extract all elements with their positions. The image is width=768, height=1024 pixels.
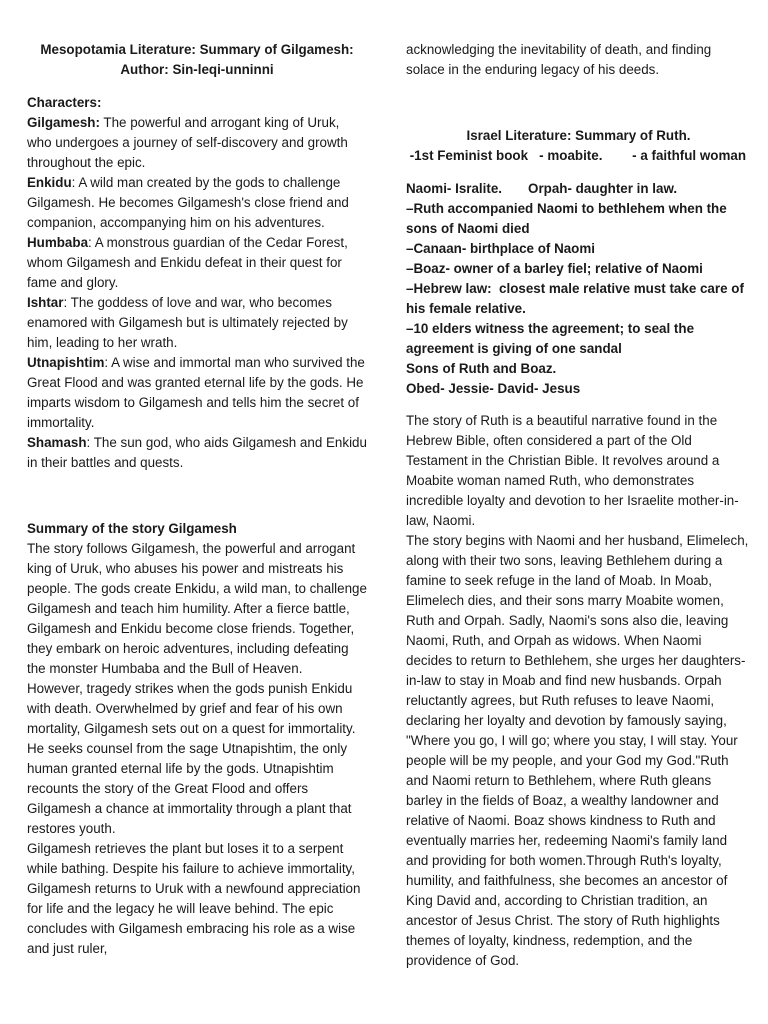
character-entry bbox=[27, 293, 367, 353]
summary-paragraph: The story follows Gilgamesh, the powerful and arrogant king of Uruk, who abuses his power and mistreats his people. The gods create Enkidu, a wild man, to challenge Gilgamesh and teach him humility. After a fierce battle, Gilgamesh and Enkidu become close friends. Together, they embark on heroic adventures, including defeating the monster Humbaba and the Bull of Heaven. bbox=[27, 541, 367, 676]
character-entry bbox=[27, 433, 367, 473]
ruth-story-paragraph: The story of Ruth is a beautiful narrative found in the Hebrew Bible, often considered a part of the Old Testament in the Christian Bible. It revolves around a Moabite woman named Ruth, who demonstrates incredible loyalty and devotion to her Israelite mother-in-law, Naomi. bbox=[406, 413, 739, 528]
character-desc: : The goddess of love and war, who becomes enamored with Gilgamesh but is ultimately rejected by him, leading to her wrath. bbox=[27, 295, 348, 350]
character-entry bbox=[27, 353, 367, 433]
character-name: Ishtar bbox=[27, 295, 64, 310]
summary-body bbox=[27, 539, 367, 959]
ruth-story-paragraph: The story begins with Naomi and her husband, Elimelech, along with their two sons, leaving Bethlehem during a famine to seek refuge in the land of Moab. In Moab, Elimelech dies, and their sons marry Moabite women, Ruth and Orpah. Sadly, Naomi's sons also die, leaving Naomi, Ruth, and Orpah as widows. When Naomi decides to return to Bethlehem, she urges her daughters-in-law to stay in Moab and find new husbands. Orpah reluctantly agrees, but Ruth refuses to leave Naomi, declaring her loyalty and devotion by famously saying, "Where you go, I will go; where you stay, I will stay. Your people will be my people, and your God my God."Ruth and Naomi return to Bethlehem, where Ruth gleans barley in the fields of Boaz, a wealthy landowner and relative of Naomi. Boaz shows kindness to Ruth and eventually marries her, redeeming Naomi's family land and providing for both women.Through Ruth's loyalty, humility, and faithfulness, she becomes an ancestor of King David and, according to Christian tradition, an ancestor of Jesus Christ. The story of Ruth highlights themes of loyalty, kindness, redemption, and the providence of God. bbox=[406, 533, 749, 968]
character-desc: The powerful and arrogant king of Uruk, who undergoes a journey of self-discovery and growth throughout the epic. bbox=[27, 115, 348, 170]
summary-paragraph: However, tragedy strikes when the gods punish Enkidu with death. Overwhelmed by grief and fear of his own mortality, Gilgamesh sets out on a quest for immortality. He seeks counsel from the sage Utnapishtim, the only human granted eternal life by the gods. Utnapishtim recounts the story of the Great Flood and offers Gilgamesh a chance at immortality through a plant that restores youth. bbox=[27, 681, 356, 836]
ruth-note: –10 elders witness the agreement; to seal the agreement is giving of one sandal bbox=[406, 321, 698, 356]
character-name: Enkidu bbox=[27, 175, 72, 190]
character-entry bbox=[27, 173, 367, 233]
character-name: Gilgamesh: bbox=[27, 115, 100, 130]
summary-continuation: acknowledging the inevitability of death, and finding solace in the enduring legacy of his deeds. bbox=[406, 42, 712, 77]
ruth-note: Naomi- Isralite. Orpah- daughter in law. bbox=[406, 181, 678, 196]
ruth-note: –Boaz- owner of a barley fiel; relative of Naomi bbox=[406, 261, 703, 276]
character-name: Shamash bbox=[27, 435, 87, 450]
ruth-title: Israel Literature: Summary of Ruth. bbox=[466, 128, 691, 143]
ruth-story bbox=[406, 411, 751, 971]
character-name: Humbaba bbox=[27, 235, 89, 250]
ruth-tags: -1st Feminist book - moabite. - a faithful woman bbox=[406, 148, 747, 163]
characters-heading: Characters: bbox=[27, 95, 102, 110]
character-name: Utnapishtim bbox=[27, 355, 105, 370]
ruth-note: –Canaan- birthplace of Naomi bbox=[406, 241, 595, 256]
title-line-1: Mesopotamia Literature: Summary of Gilgamesh: bbox=[40, 42, 354, 57]
ruth-note: Sons of Ruth and Boaz. bbox=[406, 361, 557, 376]
title-line-2: Author: Sin-leqi-unninni bbox=[120, 62, 274, 77]
summary-paragraph: Gilgamesh retrieves the plant but loses it to a serpent while bathing. Despite his failure to achieve immortality, Gilgamesh returns to Uruk with a newfound appreciation for life and the legacy he will leave behind. The epic concludes with Gilgamesh embracing his role as a wise and just ruler, bbox=[27, 841, 361, 956]
summary-heading: Summary of the story Gilgamesh bbox=[27, 521, 237, 536]
character-entry bbox=[27, 233, 367, 293]
character-desc: : A monstrous guardian of the Cedar Forest, whom Gilgamesh and Enkidu defeat in their quest for fame and glory. bbox=[27, 235, 348, 290]
gilgamesh-title bbox=[27, 40, 367, 80]
ruth-notes bbox=[406, 179, 751, 399]
ruth-note: Obed- Jessie- David- Jesus bbox=[406, 381, 581, 396]
character-desc: : The sun god, who aids Gilgamesh and Enkidu in their battles and quests. bbox=[27, 435, 367, 470]
characters-list bbox=[27, 113, 367, 473]
character-desc: : A wild man created by the gods to challenge Gilgamesh. He becomes Gilgamesh's close friend and companion, accompanying him on his adventures. bbox=[27, 175, 349, 230]
character-desc: : A wise and immortal man who survived the Great Flood and was granted eternal life by the gods. He imparts wisdom to Gilgamesh and tells him the secret of immortality. bbox=[27, 355, 365, 430]
ruth-note: –Ruth accompanied Naomi to bethlehem when the sons of Naomi died bbox=[406, 201, 731, 236]
character-entry bbox=[27, 113, 367, 173]
ruth-note: –Hebrew law: closest male relative must take care of his female relative. bbox=[406, 281, 748, 316]
